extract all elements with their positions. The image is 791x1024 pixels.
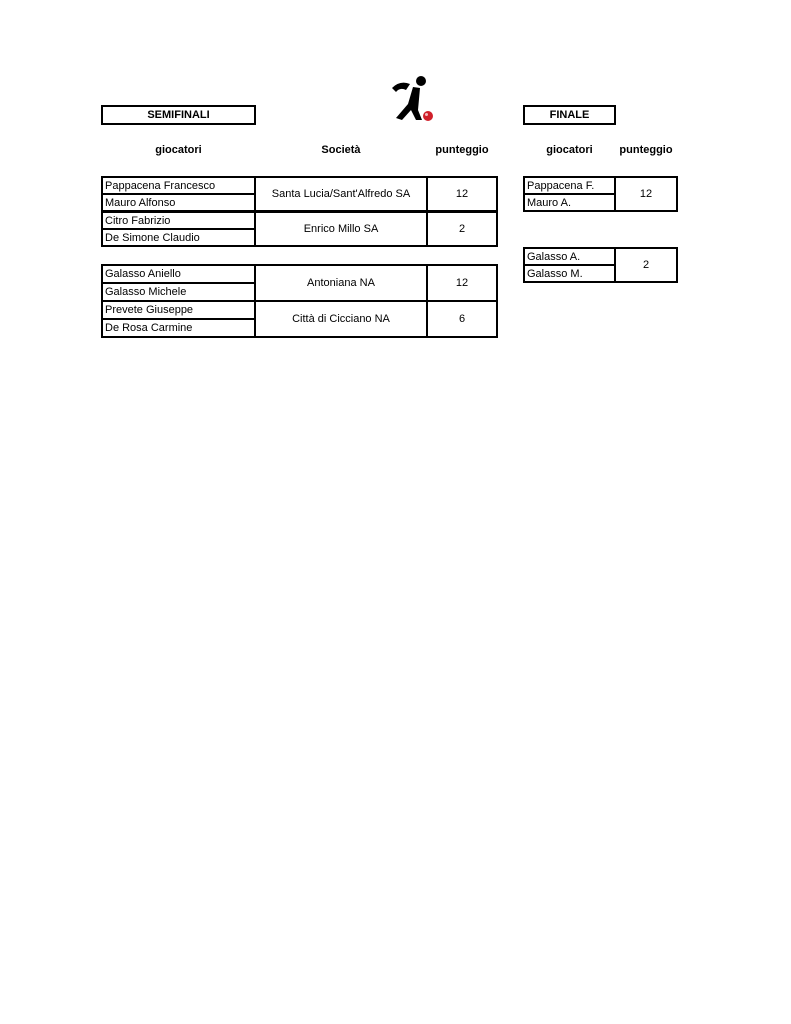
team-score: 2 xyxy=(426,211,498,247)
semifinali-header-players: giocatori xyxy=(155,144,202,156)
team-score: 6 xyxy=(426,300,498,338)
player-name: Pappacena Francesco xyxy=(101,176,256,195)
semifinali-title: SEMIFINALI xyxy=(101,105,256,125)
player-name: Galasso Michele xyxy=(101,282,256,302)
player-name: De Simone Claudio xyxy=(101,228,256,247)
player-name: Galasso M. xyxy=(523,264,616,283)
team-score: 2 xyxy=(614,247,678,283)
semifinali-header-club: Società xyxy=(321,144,361,156)
finale-title: FINALE xyxy=(523,105,616,125)
bocce-player-icon xyxy=(388,72,438,124)
team-score: 12 xyxy=(614,176,678,212)
club-name: Santa Lucia/Sant'Alfredo SA xyxy=(254,176,428,212)
player-name: Pappacena F. xyxy=(523,176,616,195)
finale-header-players: giocatori xyxy=(546,144,593,156)
club-name: Enrico Millo SA xyxy=(254,211,428,247)
player-name: Mauro Alfonso xyxy=(101,193,256,212)
player-name: Galasso A. xyxy=(523,247,616,266)
club-name: Antoniana NA xyxy=(254,264,428,302)
team-score: 12 xyxy=(426,264,498,302)
player-name: Mauro A. xyxy=(523,193,616,212)
player-name: Citro Fabrizio xyxy=(101,211,256,230)
finale-header-score: punteggio xyxy=(619,144,673,156)
player-name: Prevete Giuseppe xyxy=(101,300,256,320)
club-name: Città di Cicciano NA xyxy=(254,300,428,338)
player-name: De Rosa Carmine xyxy=(101,318,256,338)
player-name: Galasso Aniello xyxy=(101,264,256,284)
semifinali-header-score: punteggio xyxy=(435,144,489,156)
team-score: 12 xyxy=(426,176,498,212)
